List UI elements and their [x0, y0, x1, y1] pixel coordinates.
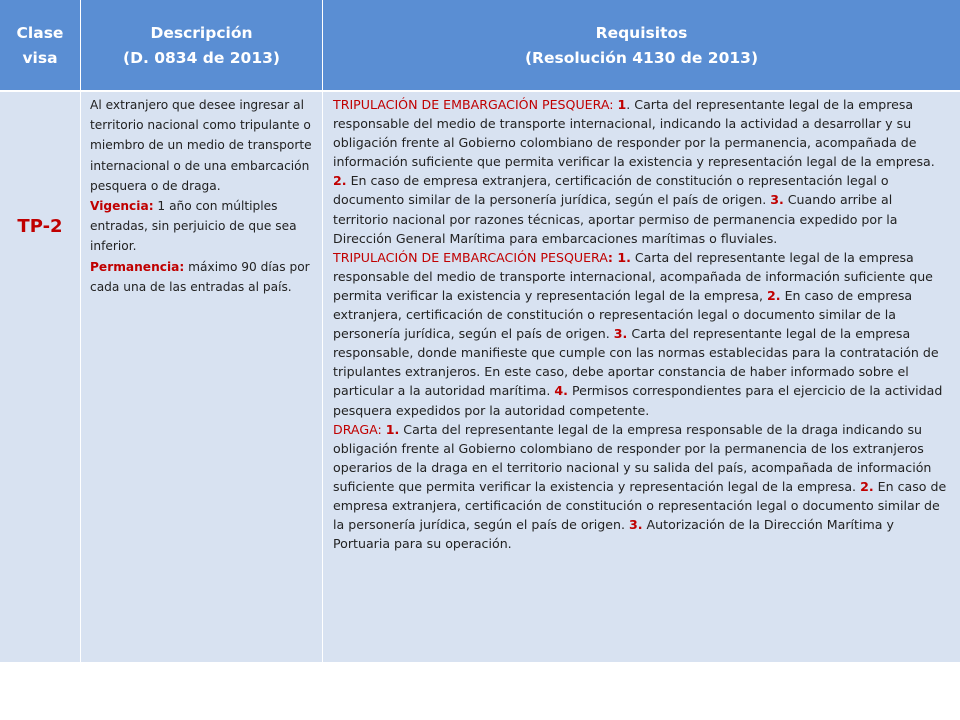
requisitos-cell: [333, 95, 951, 553]
requisitos-section-tripulacion-1: TRIPULACIÓN DE EMBARGACIÓN PESQUERA: 1. Carta del representante legal de la empresa responsable del medio de transporte internacional, indicando la actividad a desarrollar y su obligación frente al Gobierno colombiano de responder por la permanencia, acompañada de información suficiente que permita verificar la existencia y representación legal de la empresa. 2. En caso de empresa extranjera, certificación de constitución o representación legal o documento similar de la personería jurídica, según el país de origen. 3. Cuando arribe al territorio nacional por razones técnicas, aportar permiso de permanencia expedido por la Dirección General Marítima para embarcaciones marítimas o fluviales.: [333, 97, 935, 246]
header-descripcion-line2: (D. 0834 de 2013): [123, 48, 280, 67]
section-label: DRAGA:: [333, 421, 386, 437]
column-divider: [322, 0, 323, 662]
header-descripcion: [81, 0, 322, 91]
header-requisitos: [323, 0, 960, 91]
header-requisitos-line1: Requisitos: [595, 23, 688, 42]
permanencia-label: Permanencia:: [90, 259, 185, 274]
descripcion-permanencia: Permanencia: máximo 90 días por cada una de las entradas al país.: [90, 259, 310, 294]
header-descripcion-line1: Descripción: [150, 23, 253, 42]
section-label: TRIPULACIÓN DE EMBARGACIÓN PESQUERA:: [333, 97, 618, 112]
descripcion-intro: Al extranjero que desee ingresar al territorio nacional como tripulante o miembro de un medio de transporte internacional o de una embarcación pesquera o de draga.: [90, 98, 312, 193]
requisitos-section-tripulacion-2: TRIPULACIÓN DE EMBARCACIÓN PESQUERA: 1. Carta del representante legal de la empresa responsable del medio de transporte internacional, acompañada de información suficiente que permita verificar la existencia y representación legal de la empresa, 2. En caso de empresa extranjera, certificación de constitución o representación legal o documento similar de la personería jurídica, según el país de origen. 3. Carta del representante legal de la empresa responsable, donde manifieste que cumple con las normas establecidas para la contratación de tripulantes extranjeros. En este caso, debe aportar constancia de haber informado sobre el particular a la autoridad marítima. 4. Permisos correspondientes para el ejercicio de la actividad pesquera expedidos por la autoridad competente.: [333, 249, 943, 418]
requisitos-section-draga: DRAGA: 1. Carta del representante legal de la empresa responsable de la draga indicando su obligación frente al Gobierno colombiano de responder por la permanencia de los extranjeros operarios de la draga en el territorio nacional y su salida del país, acompañada de información suficiente que permita verificar la existencia y representación legal de la empresa. 2. En caso de empresa extranjera, certificación de constitución o representación legal o documento similar de la personería jurídica, según el país de origen. 3. Autorización de la Dirección Marítima y Portuaria para su operación.: [333, 421, 947, 552]
column-divider: [80, 0, 81, 662]
header-clase-visa: [0, 0, 80, 91]
header-clase-line2: visa: [22, 48, 58, 67]
vigencia-label: Vigencia:: [90, 199, 154, 214]
header-requisitos-line2: (Resolución 4130 de 2013): [524, 48, 759, 67]
clase-visa-cell: TP-2: [17, 215, 63, 237]
descripcion-vigencia: Vigencia: 1 año con múltiples entradas, sin perjuicio de que sea inferior.: [90, 199, 297, 254]
section-label: TRIPULACIÓN DE EMBARCACIÓN PESQUERA: [333, 249, 608, 265]
header-clase-line1: Clase: [16, 23, 64, 42]
descripcion-cell: [90, 95, 312, 297]
